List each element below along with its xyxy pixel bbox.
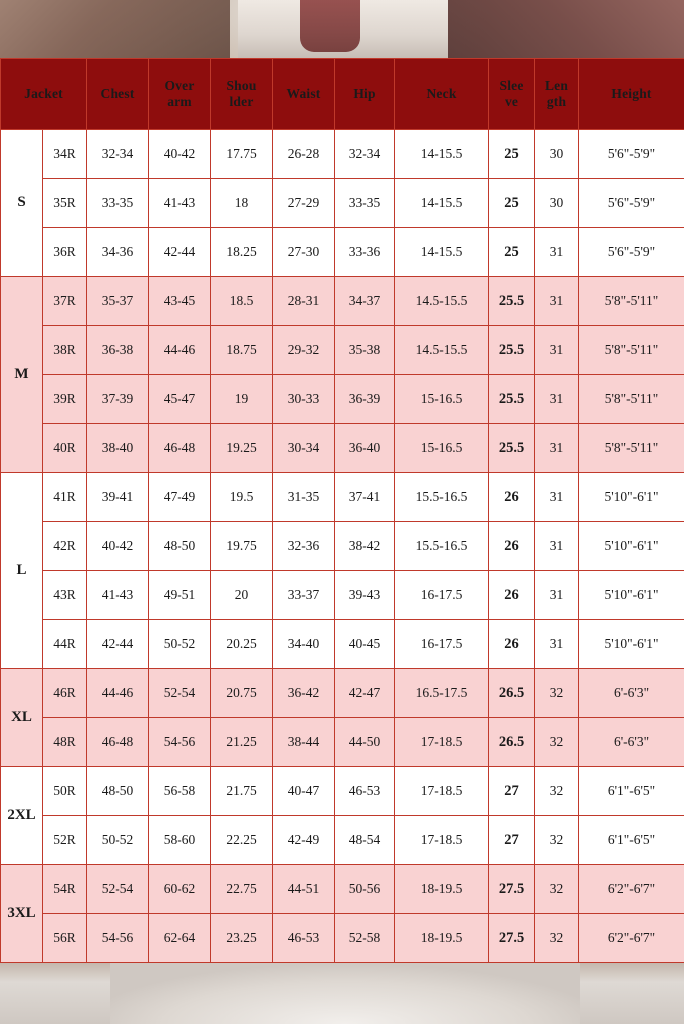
header-overarm bbox=[149, 59, 211, 130]
cell-jacket: 41R bbox=[43, 473, 87, 522]
cell-shoulder: 18.75 bbox=[211, 326, 273, 375]
table-row bbox=[1, 326, 684, 375]
table-row bbox=[1, 620, 684, 669]
cell-waist: 36-42 bbox=[273, 669, 335, 718]
cell-sleeve: 25.5 bbox=[489, 424, 535, 473]
cell-neck: 18-19.5 bbox=[395, 914, 489, 963]
header-neck: Neck bbox=[395, 59, 489, 130]
cell-overarm: 44-46 bbox=[149, 326, 211, 375]
cell-neck: 14-15.5 bbox=[395, 228, 489, 277]
cell-chest: 38-40 bbox=[87, 424, 149, 473]
cell-length: 31 bbox=[535, 473, 579, 522]
cell-length: 32 bbox=[535, 718, 579, 767]
cell-length: 31 bbox=[535, 375, 579, 424]
header-chest: Chest bbox=[87, 59, 149, 130]
cell-sleeve: 25 bbox=[489, 228, 535, 277]
cell-neck: 14.5-15.5 bbox=[395, 326, 489, 375]
cell-height: 6'-6'3" bbox=[579, 718, 684, 767]
table-row bbox=[1, 424, 684, 473]
size-group-label-xl: XL bbox=[1, 669, 43, 767]
cell-shoulder: 19.5 bbox=[211, 473, 273, 522]
cell-hip: 42-47 bbox=[335, 669, 395, 718]
header-height: Height bbox=[579, 59, 684, 130]
cell-chest: 50-52 bbox=[87, 816, 149, 865]
cell-overarm: 40-42 bbox=[149, 130, 211, 179]
cell-neck: 15-16.5 bbox=[395, 424, 489, 473]
cell-neck: 15.5-16.5 bbox=[395, 522, 489, 571]
cell-sleeve: 25 bbox=[489, 130, 535, 179]
background-bottom-garment bbox=[110, 962, 580, 1024]
cell-chest: 37-39 bbox=[87, 375, 149, 424]
cell-neck: 17-18.5 bbox=[395, 718, 489, 767]
cell-neck: 18-19.5 bbox=[395, 865, 489, 914]
cell-hip: 39-43 bbox=[335, 571, 395, 620]
cell-chest: 36-38 bbox=[87, 326, 149, 375]
cell-length: 31 bbox=[535, 424, 579, 473]
cell-hip: 50-56 bbox=[335, 865, 395, 914]
cell-chest: 34-36 bbox=[87, 228, 149, 277]
size-group-label-s: S bbox=[1, 130, 43, 277]
cell-jacket: 43R bbox=[43, 571, 87, 620]
cell-shoulder: 23.25 bbox=[211, 914, 273, 963]
background-left-shoulder bbox=[0, 0, 230, 58]
cell-shoulder: 20.75 bbox=[211, 669, 273, 718]
cell-height: 5'10"-6'1" bbox=[579, 571, 684, 620]
cell-chest: 46-48 bbox=[87, 718, 149, 767]
table-row bbox=[1, 669, 684, 718]
cell-sleeve: 27.5 bbox=[489, 865, 535, 914]
cell-height: 5'8"-5'11" bbox=[579, 277, 684, 326]
table-row bbox=[1, 228, 684, 277]
cell-jacket: 54R bbox=[43, 865, 87, 914]
cell-sleeve: 25.5 bbox=[489, 375, 535, 424]
cell-neck: 17-18.5 bbox=[395, 767, 489, 816]
cell-jacket: 34R bbox=[43, 130, 87, 179]
cell-overarm: 46-48 bbox=[149, 424, 211, 473]
cell-sleeve: 26 bbox=[489, 620, 535, 669]
cell-waist: 42-49 bbox=[273, 816, 335, 865]
cell-length: 32 bbox=[535, 865, 579, 914]
cell-sleeve: 25.5 bbox=[489, 326, 535, 375]
header-hip: Hip bbox=[335, 59, 395, 130]
cell-length: 30 bbox=[535, 130, 579, 179]
cell-waist: 32-36 bbox=[273, 522, 335, 571]
cell-overarm: 58-60 bbox=[149, 816, 211, 865]
cell-waist: 30-34 bbox=[273, 424, 335, 473]
cell-sleeve: 27 bbox=[489, 816, 535, 865]
table-row bbox=[1, 914, 684, 963]
header-length-line2: gth bbox=[546, 94, 567, 109]
cell-neck: 14-15.5 bbox=[395, 179, 489, 228]
cell-length: 31 bbox=[535, 522, 579, 571]
cell-hip: 52-58 bbox=[335, 914, 395, 963]
header-shoulder bbox=[211, 59, 273, 130]
cell-sleeve: 27.5 bbox=[489, 914, 535, 963]
cell-neck: 15.5-16.5 bbox=[395, 473, 489, 522]
cell-jacket: 40R bbox=[43, 424, 87, 473]
cell-hip: 32-34 bbox=[335, 130, 395, 179]
cell-height: 5'6"-5'9" bbox=[579, 179, 684, 228]
cell-overarm: 48-50 bbox=[149, 522, 211, 571]
cell-sleeve: 27 bbox=[489, 767, 535, 816]
cell-shoulder: 18 bbox=[211, 179, 273, 228]
cell-jacket: 37R bbox=[43, 277, 87, 326]
cell-chest: 42-44 bbox=[87, 620, 149, 669]
table-row bbox=[1, 473, 684, 522]
cell-waist: 44-51 bbox=[273, 865, 335, 914]
cell-height: 5'8"-5'11" bbox=[579, 424, 684, 473]
table-row bbox=[1, 522, 684, 571]
cell-sleeve: 26 bbox=[489, 522, 535, 571]
background-right-shoulder bbox=[434, 0, 684, 58]
table-header bbox=[1, 59, 684, 130]
cell-waist: 27-30 bbox=[273, 228, 335, 277]
cell-shoulder: 22.75 bbox=[211, 865, 273, 914]
cell-shoulder: 19.25 bbox=[211, 424, 273, 473]
cell-waist: 29-32 bbox=[273, 326, 335, 375]
cell-shoulder: 22.25 bbox=[211, 816, 273, 865]
cell-shoulder: 19 bbox=[211, 375, 273, 424]
cell-jacket: 48R bbox=[43, 718, 87, 767]
cell-neck: 16-17.5 bbox=[395, 620, 489, 669]
cell-jacket: 39R bbox=[43, 375, 87, 424]
cell-neck: 15-16.5 bbox=[395, 375, 489, 424]
header-waist: Waist bbox=[273, 59, 335, 130]
table-row bbox=[1, 277, 684, 326]
table-row bbox=[1, 571, 684, 620]
cell-overarm: 41-43 bbox=[149, 179, 211, 228]
cell-overarm: 52-54 bbox=[149, 669, 211, 718]
cell-neck: 16-17.5 bbox=[395, 571, 489, 620]
cell-height: 5'10"-6'1" bbox=[579, 522, 684, 571]
cell-hip: 37-41 bbox=[335, 473, 395, 522]
cell-overarm: 45-47 bbox=[149, 375, 211, 424]
cell-waist: 27-29 bbox=[273, 179, 335, 228]
cell-height: 6'1"-6'5" bbox=[579, 816, 684, 865]
header-overarm-line2: arm bbox=[167, 94, 192, 109]
size-chart-table-wrapper bbox=[0, 58, 684, 963]
cell-length: 30 bbox=[535, 179, 579, 228]
header-shoulder-line2: lder bbox=[229, 94, 254, 109]
cell-jacket: 35R bbox=[43, 179, 87, 228]
cell-chest: 35-37 bbox=[87, 277, 149, 326]
header-shoulder-line1: Shou bbox=[226, 78, 257, 94]
header-length-line1: Len bbox=[544, 78, 569, 94]
cell-waist: 30-33 bbox=[273, 375, 335, 424]
cell-sleeve: 26.5 bbox=[489, 718, 535, 767]
cell-height: 5'6"-5'9" bbox=[579, 228, 684, 277]
cell-length: 32 bbox=[535, 669, 579, 718]
cell-hip: 48-54 bbox=[335, 816, 395, 865]
header-sleeve-line2: ve bbox=[504, 94, 519, 109]
cell-shoulder: 18.5 bbox=[211, 277, 273, 326]
cell-waist: 26-28 bbox=[273, 130, 335, 179]
table-row bbox=[1, 816, 684, 865]
cell-sleeve: 26.5 bbox=[489, 669, 535, 718]
cell-chest: 41-43 bbox=[87, 571, 149, 620]
cell-chest: 33-35 bbox=[87, 179, 149, 228]
cell-neck: 14-15.5 bbox=[395, 130, 489, 179]
table-row bbox=[1, 375, 684, 424]
cell-sleeve: 26 bbox=[489, 571, 535, 620]
cell-waist: 33-37 bbox=[273, 571, 335, 620]
size-group-label-l: L bbox=[1, 473, 43, 669]
cell-shoulder: 20.25 bbox=[211, 620, 273, 669]
cell-chest: 52-54 bbox=[87, 865, 149, 914]
cell-neck: 17-18.5 bbox=[395, 816, 489, 865]
cell-jacket: 44R bbox=[43, 620, 87, 669]
cell-length: 32 bbox=[535, 914, 579, 963]
cell-sleeve: 25.5 bbox=[489, 277, 535, 326]
header-overarm-line1: Over bbox=[164, 78, 195, 94]
cell-height: 6'-6'3" bbox=[579, 669, 684, 718]
table-row bbox=[1, 865, 684, 914]
size-group-label-m: M bbox=[1, 277, 43, 473]
cell-height: 6'1"-6'5" bbox=[579, 767, 684, 816]
cell-shoulder: 21.25 bbox=[211, 718, 273, 767]
header-sleeve-line1: Slee bbox=[499, 78, 524, 94]
cell-waist: 46-53 bbox=[273, 914, 335, 963]
cell-overarm: 50-52 bbox=[149, 620, 211, 669]
cell-length: 31 bbox=[535, 571, 579, 620]
cell-hip: 36-40 bbox=[335, 424, 395, 473]
cell-overarm: 62-64 bbox=[149, 914, 211, 963]
cell-chest: 39-41 bbox=[87, 473, 149, 522]
background-tie bbox=[300, 0, 360, 52]
cell-jacket: 36R bbox=[43, 228, 87, 277]
cell-overarm: 54-56 bbox=[149, 718, 211, 767]
cell-length: 31 bbox=[535, 326, 579, 375]
cell-hip: 40-45 bbox=[335, 620, 395, 669]
cell-jacket: 46R bbox=[43, 669, 87, 718]
header-sleeve bbox=[489, 59, 535, 130]
cell-hip: 33-35 bbox=[335, 179, 395, 228]
header-row bbox=[1, 59, 684, 130]
size-chart-table bbox=[0, 58, 684, 963]
cell-chest: 44-46 bbox=[87, 669, 149, 718]
table-row bbox=[1, 179, 684, 228]
cell-hip: 33-36 bbox=[335, 228, 395, 277]
cell-hip: 46-53 bbox=[335, 767, 395, 816]
cell-shoulder: 21.75 bbox=[211, 767, 273, 816]
cell-chest: 40-42 bbox=[87, 522, 149, 571]
header-length bbox=[535, 59, 579, 130]
table-row bbox=[1, 767, 684, 816]
cell-height: 5'8"-5'11" bbox=[579, 326, 684, 375]
header-jacket: Jacket bbox=[1, 59, 87, 130]
cell-overarm: 43-45 bbox=[149, 277, 211, 326]
cell-chest: 32-34 bbox=[87, 130, 149, 179]
cell-shoulder: 17.75 bbox=[211, 130, 273, 179]
cell-height: 6'2"-6'7" bbox=[579, 865, 684, 914]
cell-waist: 38-44 bbox=[273, 718, 335, 767]
cell-shoulder: 20 bbox=[211, 571, 273, 620]
cell-chest: 54-56 bbox=[87, 914, 149, 963]
cell-hip: 35-38 bbox=[335, 326, 395, 375]
table-body bbox=[1, 130, 684, 963]
cell-hip: 36-39 bbox=[335, 375, 395, 424]
cell-jacket: 42R bbox=[43, 522, 87, 571]
cell-overarm: 42-44 bbox=[149, 228, 211, 277]
cell-overarm: 49-51 bbox=[149, 571, 211, 620]
cell-hip: 38-42 bbox=[335, 522, 395, 571]
cell-height: 5'10"-6'1" bbox=[579, 473, 684, 522]
cell-hip: 44-50 bbox=[335, 718, 395, 767]
cell-neck: 16.5-17.5 bbox=[395, 669, 489, 718]
cell-overarm: 47-49 bbox=[149, 473, 211, 522]
cell-height: 5'6"-5'9" bbox=[579, 130, 684, 179]
cell-sleeve: 25 bbox=[489, 179, 535, 228]
cell-height: 5'8"-5'11" bbox=[579, 375, 684, 424]
cell-length: 31 bbox=[535, 620, 579, 669]
cell-jacket: 56R bbox=[43, 914, 87, 963]
cell-shoulder: 18.25 bbox=[211, 228, 273, 277]
cell-waist: 28-31 bbox=[273, 277, 335, 326]
cell-length: 31 bbox=[535, 277, 579, 326]
cell-length: 32 bbox=[535, 767, 579, 816]
cell-jacket: 52R bbox=[43, 816, 87, 865]
cell-overarm: 56-58 bbox=[149, 767, 211, 816]
cell-chest: 48-50 bbox=[87, 767, 149, 816]
cell-jacket: 50R bbox=[43, 767, 87, 816]
cell-sleeve: 26 bbox=[489, 473, 535, 522]
cell-shoulder: 19.75 bbox=[211, 522, 273, 571]
cell-waist: 40-47 bbox=[273, 767, 335, 816]
cell-waist: 34-40 bbox=[273, 620, 335, 669]
cell-length: 32 bbox=[535, 816, 579, 865]
cell-waist: 31-35 bbox=[273, 473, 335, 522]
size-group-label-3xl: 3XL bbox=[1, 865, 43, 963]
table-row bbox=[1, 718, 684, 767]
cell-length: 31 bbox=[535, 228, 579, 277]
cell-hip: 34-37 bbox=[335, 277, 395, 326]
cell-height: 5'10"-6'1" bbox=[579, 620, 684, 669]
cell-neck: 14.5-15.5 bbox=[395, 277, 489, 326]
cell-height: 6'2"-6'7" bbox=[579, 914, 684, 963]
cell-jacket: 38R bbox=[43, 326, 87, 375]
size-group-label-2xl: 2XL bbox=[1, 767, 43, 865]
table-row bbox=[1, 130, 684, 179]
cell-overarm: 60-62 bbox=[149, 865, 211, 914]
